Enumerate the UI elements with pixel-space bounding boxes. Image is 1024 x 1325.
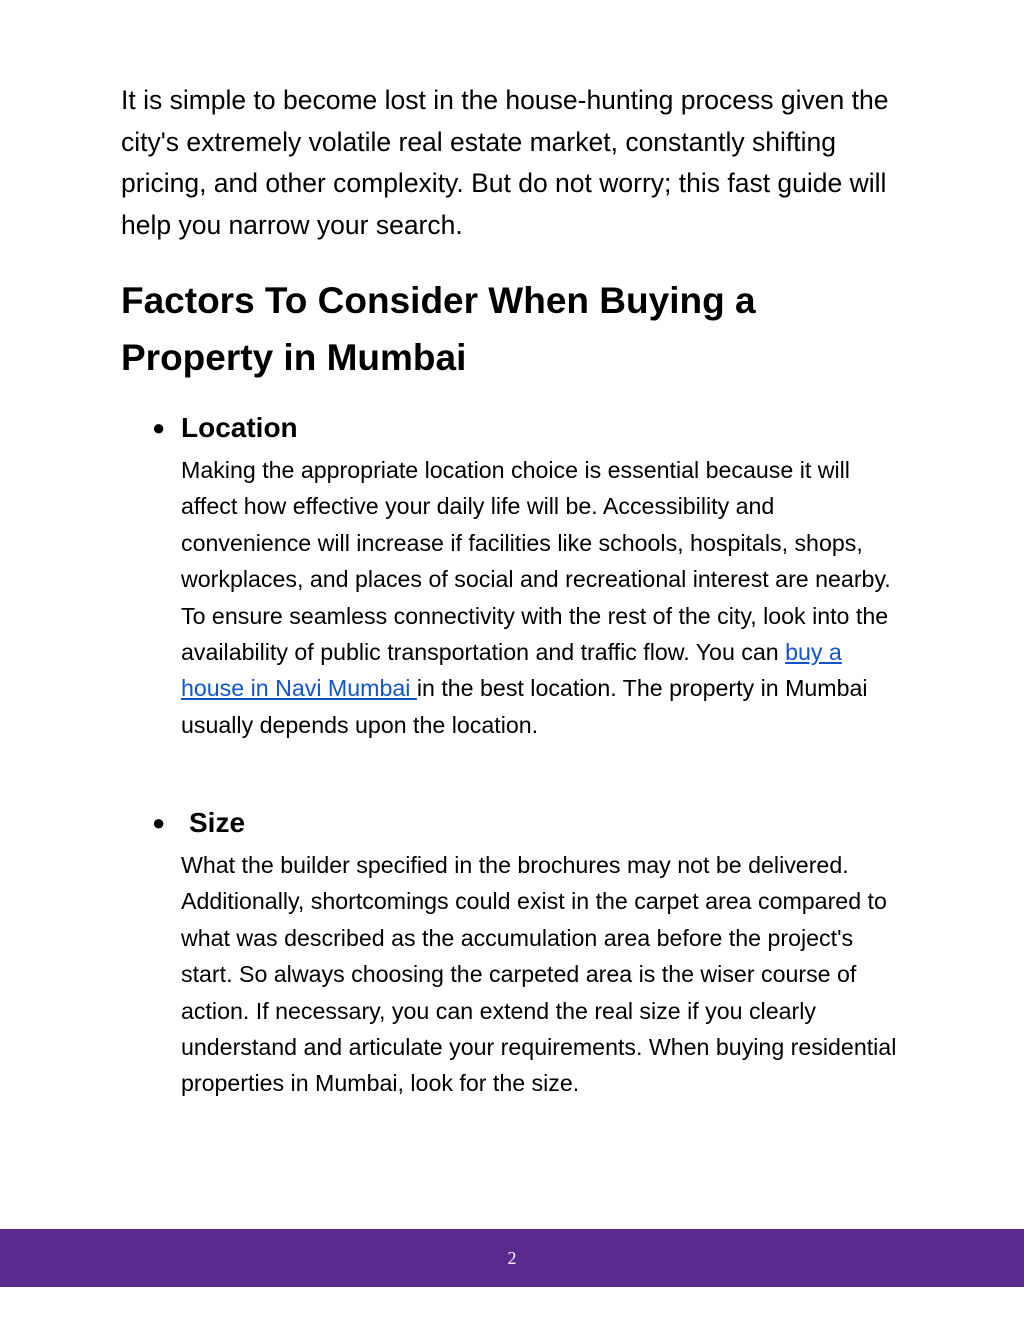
intro-paragraph: It is simple to become lost in the house-hunting process given the city's extremely volatile real estate market, constantly shifting pricing, and other complexity. But do not worry; this fast guide will help you narrow your search. <box>121 85 889 240</box>
factor-title-location: Location <box>181 412 298 443</box>
bullet-icon: ● <box>152 810 166 835</box>
page-number: 2 <box>507 1248 517 1268</box>
factor-body-location <box>181 452 901 743</box>
section-heading: Factors To Consider When Buying a Property in Mumbai <box>121 280 756 378</box>
location-text-after-link: in the best location. The property in Mumbai usually depends upon the location. <box>181 675 868 738</box>
buy-house-navi-mumbai-link[interactable]: buy a house in Navi Mumbai <box>181 639 842 702</box>
factor-body-size: What the builder specified in the brochures may not be delivered. Additionally, shortcomings could exist in the carpet area compared to what was described as the accumulation area before the project's start. So always choosing the carpeted area is the wiser course of action. If necessary, you can extend the real size if you clearly understand and articulate your requirements. When buying residential properties in Mumbai, look for the size. <box>181 852 897 1097</box>
factor-title-size: Size <box>189 807 246 838</box>
bullet-icon: ● <box>152 415 166 440</box>
location-text-before-link: Making the appropriate location choice is essential because it will affect how effective your daily life will be. Accessibility and convenience will increase if facilities like schools, hospitals, shops, workplaces, and places of social and recreational interest are nearby. To ensure seamless connectivity with the rest of the city, look into the availability of public transportation and traffic flow. You can <box>181 457 891 666</box>
